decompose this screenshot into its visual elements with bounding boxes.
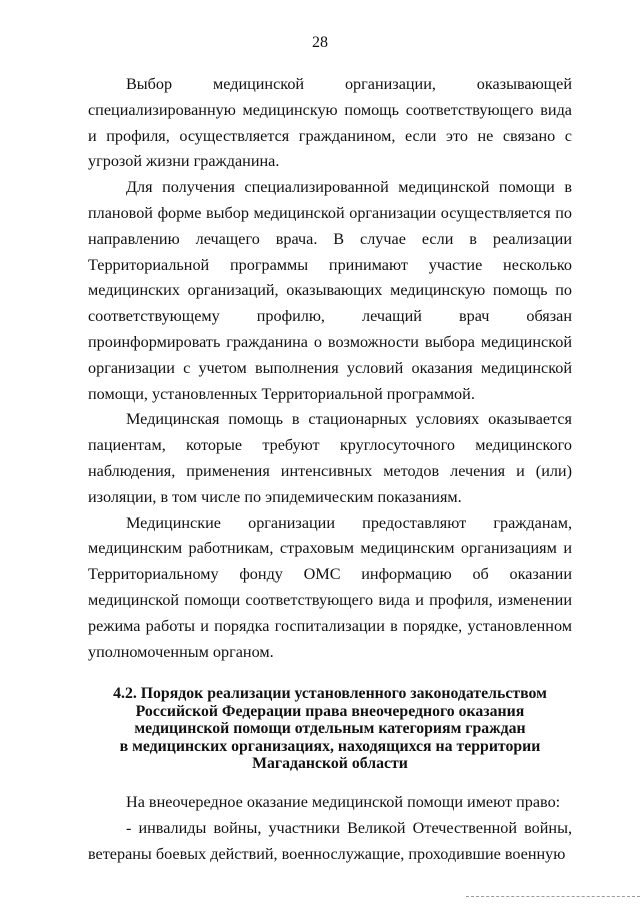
paragraph-priority-right: На внеочередное оказание медицинской помощи имеют право: (126, 793, 561, 812)
paragraph-information-provision: Медицинские организации предоставляют гражданам, медицинским работникам, страховым медицинским организациям и Территориальному фонду ОМС информацию об оказании медицинской помощи соответствующего вида и профиля, изменении режима работы и порядка госпитализации в порядке, установленном уполномоченным органом. (88, 513, 572, 661)
page-edge-rule (466, 896, 640, 897)
section-heading (88, 685, 572, 772)
paragraph-choice-of-organization: Выбор медицинской организации, оказывающей специализированную медицинскую помощь соответствующего вида и профиля, осуществляется гражданином, если это не связано с угрозой жизни гражданина. (88, 75, 572, 171)
page-number: 28 (312, 34, 328, 51)
paragraph-inpatient-care: Медицинская помощь в стационарных условиях оказывается пациентам, которые требуют круглосуточного медицинского наблюдения, применения интенсивных методов лечения и (или) изоляции, в том числе по эпидемическим показаниям. (88, 410, 572, 506)
list-item-war-invalids: - инвалиды войны, участники Великой Отечественной войны, ветераны боевых действий, военнослужащие, проходившие военную (88, 819, 572, 863)
section-heading-line: Российской Федерации права внеочередного оказания (135, 702, 525, 720)
section-heading-line: в медицинских организациях, находящихся на территории (119, 737, 541, 755)
section-heading-line: Магаданской области (252, 754, 408, 772)
paragraph-planned-care: Для получения специализированной медицинской помощи в плановой форме выбор медицинской организации осуществляется по направлению лечащего врача. В случае если в реализации Территориальной программы принимают участие несколько медицинских организаций, оказывающих медицинскую помощь по соответствующему профилю, лечащий врач обязан проинформировать гражданина о возможности выбора медицинской организации с учетом выполнения условий оказания медицинской помощи, установленных Территориальной программой. (88, 178, 572, 403)
document-body (88, 72, 572, 868)
section-heading-line: медицинской помощи отдельным категориям граждан (134, 720, 526, 738)
section-heading-line: 4.2. Порядок реализации установленного законодательством (113, 685, 547, 703)
